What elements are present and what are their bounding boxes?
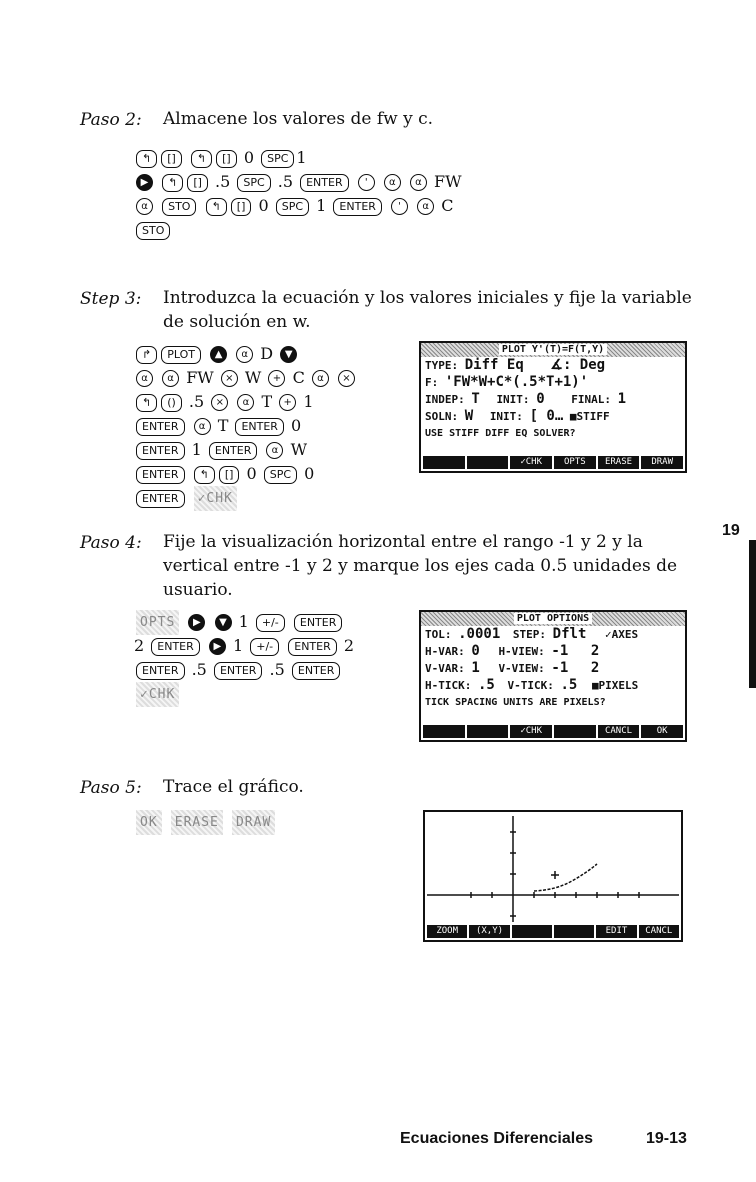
- screen-row: V-VAR: 1 V-VIEW: -1 2: [425, 660, 600, 676]
- key-sequence-line: [134, 438, 307, 461]
- tick-key: ': [391, 198, 408, 215]
- softkey: DRAW: [641, 456, 683, 469]
- cursor-crosshair: [551, 871, 559, 879]
- screen-prompt: TICK SPACING UNITS ARE PIXELS?: [425, 697, 606, 708]
- screen-prompt: USE STIFF DIFF EQ SOLVER?: [425, 428, 576, 439]
- softkey: [423, 725, 465, 738]
- softkey: [512, 925, 552, 938]
- enter-key: ENTER: [136, 490, 185, 508]
- chapter-number: 19: [722, 522, 740, 539]
- number-token: .5: [269, 660, 285, 679]
- key-sequence-line: [134, 610, 344, 635]
- calculator-screen-plot-options: [419, 610, 687, 742]
- screen-title: PLOT OPTIONS: [421, 612, 685, 626]
- enter-key: ENTER: [136, 466, 185, 484]
- number-token: .5: [277, 172, 294, 191]
- text-token: C: [292, 368, 305, 387]
- key-sequence-line: [134, 218, 172, 241]
- left-shift-key: ↰: [191, 150, 212, 168]
- softkey: CANCL: [639, 925, 679, 938]
- bracket-key: []: [216, 150, 237, 168]
- alpha-key: α: [136, 370, 153, 387]
- alpha-key: α: [162, 370, 179, 387]
- step-label: Paso 5:: [80, 778, 142, 798]
- footer-section-title: Ecuaciones Diferenciales: [400, 1130, 593, 1147]
- enter-key: ENTER: [209, 442, 258, 460]
- softkey: ✓CHK: [510, 456, 552, 469]
- enter-key: ENTER: [292, 662, 341, 680]
- plus-key: +: [279, 394, 296, 411]
- text-token: W: [290, 440, 308, 459]
- number-token: .5: [215, 172, 231, 191]
- times-key: ×: [211, 394, 228, 411]
- enter-key: ENTER: [235, 418, 284, 436]
- key-sequence-line: [134, 146, 307, 169]
- key-sequence-line: [134, 462, 314, 485]
- enter-key: ENTER: [333, 198, 382, 216]
- graph-plot: [425, 812, 681, 925]
- plus-key: +: [268, 370, 285, 387]
- alpha-key: α: [194, 418, 211, 435]
- enter-key: ENTER: [136, 442, 185, 460]
- digit-token: 0: [291, 416, 302, 435]
- chk-menu-key: ✓CHK: [136, 682, 179, 707]
- softkey: [423, 456, 465, 469]
- alpha-key: α: [237, 394, 254, 411]
- softkey-bar: [427, 925, 679, 938]
- times-key: ×: [221, 370, 238, 387]
- right-arrow-key: ▶: [209, 638, 226, 655]
- draw-menu-key: DRAW: [232, 810, 275, 835]
- left-shift-key: ↰: [206, 198, 227, 216]
- left-shift-key: ↰: [136, 150, 157, 168]
- step-text: usuario.: [163, 580, 233, 600]
- key-sequence-line: [134, 366, 357, 389]
- key-sequence-line: [134, 390, 314, 413]
- enter-key: ENTER: [300, 174, 349, 192]
- softkey: [467, 725, 509, 738]
- enter-key: ENTER: [214, 662, 263, 680]
- digit-token: 2: [134, 636, 145, 655]
- left-shift-key: ↰: [194, 466, 215, 484]
- enter-key: ENTER: [294, 614, 343, 632]
- text-token: FW: [433, 172, 462, 191]
- softkey: CANCL: [598, 725, 640, 738]
- softkey: OK: [641, 725, 683, 738]
- ok-menu-key: OK: [136, 810, 162, 835]
- digit-token: 0: [304, 464, 315, 483]
- key-sequence-line: [134, 486, 239, 511]
- spc-key: SPC: [237, 174, 270, 192]
- chapter-tab-bar: [749, 540, 756, 688]
- enter-key: ENTER: [288, 638, 337, 656]
- digit-token: 0: [258, 196, 269, 215]
- step-text: vertical entre -1 y 2 y marque los ejes cada 0.5 unidades de: [163, 556, 678, 576]
- spc-key: SPC: [261, 150, 294, 168]
- right-arrow-key: ▶: [188, 614, 205, 631]
- alpha-key: α: [417, 198, 434, 215]
- calculator-screen-plot: [419, 341, 687, 473]
- key-sequence-line: [134, 682, 181, 707]
- digit-token: 2: [343, 636, 355, 655]
- calculator-screen-graph: [423, 810, 683, 942]
- right-shift-key: ↱: [136, 346, 157, 364]
- alpha-key: α: [410, 174, 427, 191]
- enter-key: ENTER: [136, 662, 185, 680]
- up-arrow-key: ▲: [210, 346, 227, 363]
- alpha-key: α: [236, 346, 253, 363]
- softkey: ERASE: [598, 456, 640, 469]
- text-token: D: [260, 344, 274, 363]
- key-sequence-line: [134, 342, 299, 365]
- step-text: Almacene los valores de fw y c.: [163, 109, 434, 129]
- softkey: OPTS: [554, 456, 596, 469]
- digit-token: 0: [246, 464, 257, 483]
- spc-key: SPC: [264, 466, 297, 484]
- paren-key: (): [161, 394, 182, 412]
- opts-menu-key: OPTS: [136, 610, 179, 635]
- screen-row: TOL: .0001 STEP: Dflt ✓AXES: [425, 626, 639, 642]
- times-key: ×: [338, 370, 355, 387]
- screen-row: H-VAR: 0 H-VIEW: -1 2: [425, 643, 600, 659]
- enter-key: ENTER: [151, 638, 200, 656]
- left-shift-key: ↰: [136, 394, 157, 412]
- solution-curve: [534, 864, 597, 891]
- text-token: T: [261, 392, 273, 411]
- sto-key: STO: [136, 222, 170, 240]
- screen-row: H-TICK: .5 V-TICK: .5 ■PIXELS: [425, 677, 639, 693]
- softkey: EDIT: [596, 925, 636, 938]
- key-sequence-line: [134, 170, 462, 193]
- screen-row: INDEP: T INIT: 0 FINAL: 1: [425, 391, 627, 407]
- text-token: W: [244, 368, 262, 387]
- softkey-bar: [423, 456, 683, 469]
- digit-token: 1: [303, 392, 314, 411]
- screen-row: SOLN: W INIT: [ 0… ■STIFF: [425, 408, 610, 424]
- down-arrow-key: ▼: [215, 614, 232, 631]
- digit-token: 1: [191, 440, 202, 459]
- erase-menu-key: ERASE: [171, 810, 223, 835]
- footer-page-number: 19-13: [646, 1130, 687, 1147]
- right-arrow-key: ▶: [136, 174, 153, 191]
- softkey: (X,Y): [469, 925, 509, 938]
- digit-token: 0: [243, 148, 254, 167]
- digit-token: 1: [232, 636, 244, 655]
- screen-title: PLOT Y'(T)=F(T,Y): [421, 343, 685, 357]
- step-label: Step 3:: [80, 289, 142, 309]
- tick-key: ': [358, 174, 375, 191]
- spc-key: SPC: [276, 198, 309, 216]
- digit-token: 1: [316, 196, 327, 215]
- screen-row: F: 'FW*W+C*(.5*T+1)': [425, 374, 589, 390]
- chk-menu-key: ✓CHK: [194, 486, 237, 511]
- softkey: [554, 725, 596, 738]
- screen-row: TYPE: Diff Eq ∡: Deg: [425, 357, 606, 373]
- left-shift-key: ↰: [162, 174, 183, 192]
- alpha-key: α: [136, 198, 153, 215]
- softkey: ZOOM: [427, 925, 467, 938]
- softkey-bar: [423, 725, 683, 738]
- step-text: Fije la visualización horizontal entre el rango -1 y 2 y la: [163, 532, 643, 552]
- softkey: [467, 456, 509, 469]
- bracket-key: []: [231, 198, 252, 216]
- softkey: [554, 925, 594, 938]
- step-label: Paso 4:: [80, 533, 142, 553]
- key-sequence-line: [134, 634, 354, 657]
- key-sequence-line: [134, 658, 342, 681]
- negate-key: +/-: [250, 638, 279, 656]
- key-sequence-line: [134, 810, 277, 835]
- bracket-key: []: [219, 466, 240, 484]
- step-text: Introduzca la ecuación y los valores iniciales y fije la variable: [163, 288, 692, 308]
- plot-key: PLOT: [161, 346, 201, 364]
- key-sequence-line: [134, 194, 453, 217]
- bracket-key: []: [161, 150, 182, 168]
- alpha-key: α: [312, 370, 329, 387]
- negate-key: +/-: [256, 614, 285, 632]
- number-token: .5: [188, 392, 205, 411]
- bracket-key: []: [187, 174, 208, 192]
- step-text: Trace el gráfico.: [163, 777, 304, 797]
- number-token: .5: [191, 660, 207, 679]
- text-token: FW: [186, 368, 214, 387]
- text-token: C: [441, 196, 454, 215]
- key-sequence-line: [134, 414, 301, 437]
- down-arrow-key: ▼: [280, 346, 297, 363]
- alpha-key: α: [384, 174, 401, 191]
- enter-key: ENTER: [136, 418, 185, 436]
- digit-token: 1: [238, 612, 249, 631]
- digit-token: 1: [296, 148, 307, 167]
- sto-key: STO: [162, 198, 196, 216]
- text-token: T: [217, 416, 229, 435]
- step-label: Paso 2:: [80, 110, 142, 130]
- softkey: ✓CHK: [510, 725, 552, 738]
- alpha-key: α: [266, 442, 283, 459]
- step-text: de solución en w.: [163, 312, 311, 332]
